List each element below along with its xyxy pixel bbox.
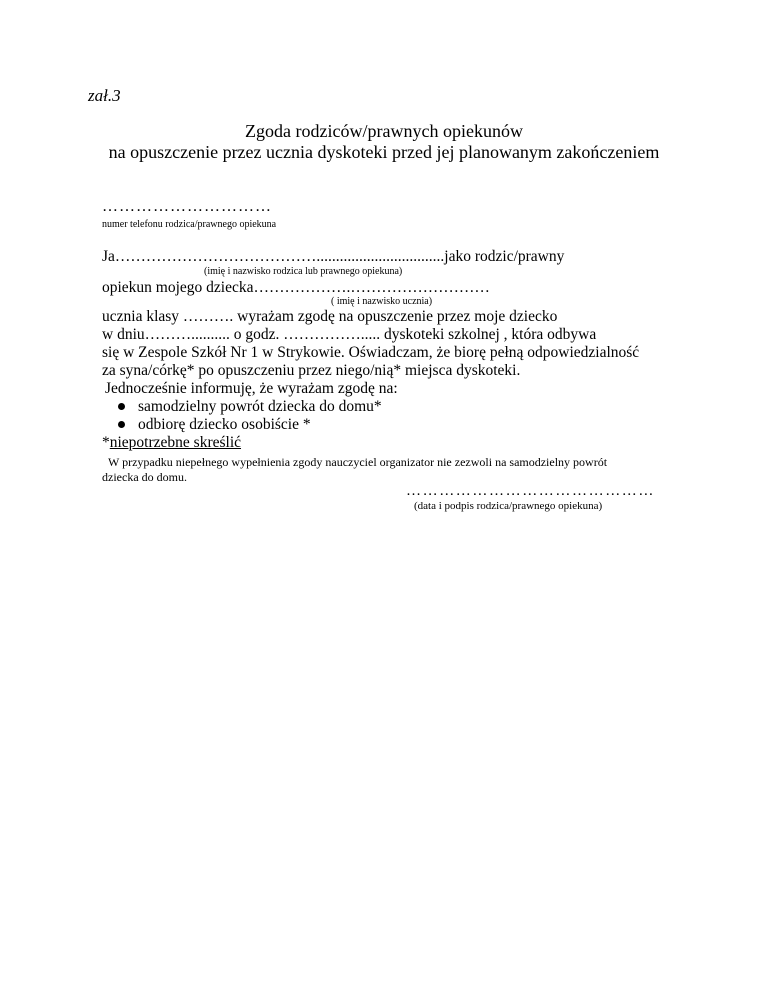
document-title-line-2: na opuszczenie przez ucznia dyskoteki przed jej planowanym zakończeniem xyxy=(108,142,660,162)
attachment-label: zał.3 xyxy=(88,86,121,105)
school-responsibility-line: się w Zespole Szkół Nr 1 w Strykowie. Oświadczam, że biorę pełną odpowiedzialność xyxy=(102,344,640,361)
child-name-line: opiekun mojego dziecka……………….……………………… xyxy=(102,279,490,296)
signature-blank: ……………………………………… xyxy=(406,483,655,499)
parent-name-caption: (imię i nazwisko rodzica lub prawnego opiekuna) xyxy=(204,266,403,277)
option-label: samodzielny powrót dziecka do domu* xyxy=(138,398,382,415)
consent-intro-line: Jednocześnie informuję, że wyrażam zgodę na: xyxy=(105,380,398,397)
phone-number-blank: ………………………… xyxy=(102,198,272,215)
footnote-star: * xyxy=(102,434,110,451)
consent-option-self-return xyxy=(118,398,382,416)
bullet-icon xyxy=(118,421,125,428)
class-consent-line: ucznia klasy ………. wyrażam zgodę na opuszczenie przez moje dziecko xyxy=(102,308,558,325)
footnote-text: niepotrzebne skreślić xyxy=(109,434,242,451)
date-time-line: w dniu……….......... o godz. ……………..... dyskoteki szkolnej , która odbywa xyxy=(102,326,597,343)
document-title-line-1: Zgoda rodziców/prawnych opiekunów xyxy=(245,121,523,141)
incomplete-form-note-line-1: W przypadku niepełnego wypełnienia zgody nauczyciel organizator nie zezwoli na samodzielny powrót xyxy=(108,455,608,469)
strike-through-footnote xyxy=(102,434,241,452)
parent-name-line: Ja………………………………….................................jako rodzic/prawny xyxy=(102,248,565,265)
child-name-caption: ( imię i nazwisko ucznia) xyxy=(331,296,433,307)
bullet-icon xyxy=(118,403,125,410)
option-label: odbiorę dziecko osobiście * xyxy=(138,416,311,433)
signature-caption: (data i podpis rodzica/prawnego opiekuna) xyxy=(414,500,603,512)
consent-option-pickup xyxy=(118,416,311,434)
incomplete-form-note-line-2: dziecka do domu. xyxy=(102,470,187,484)
child-leaving-line: za syna/córkę* po opuszczeniu przez niego/nią* miejsca dyskoteki. xyxy=(102,362,521,379)
phone-number-caption: numer telefonu rodzica/prawnego opiekuna xyxy=(102,219,277,230)
